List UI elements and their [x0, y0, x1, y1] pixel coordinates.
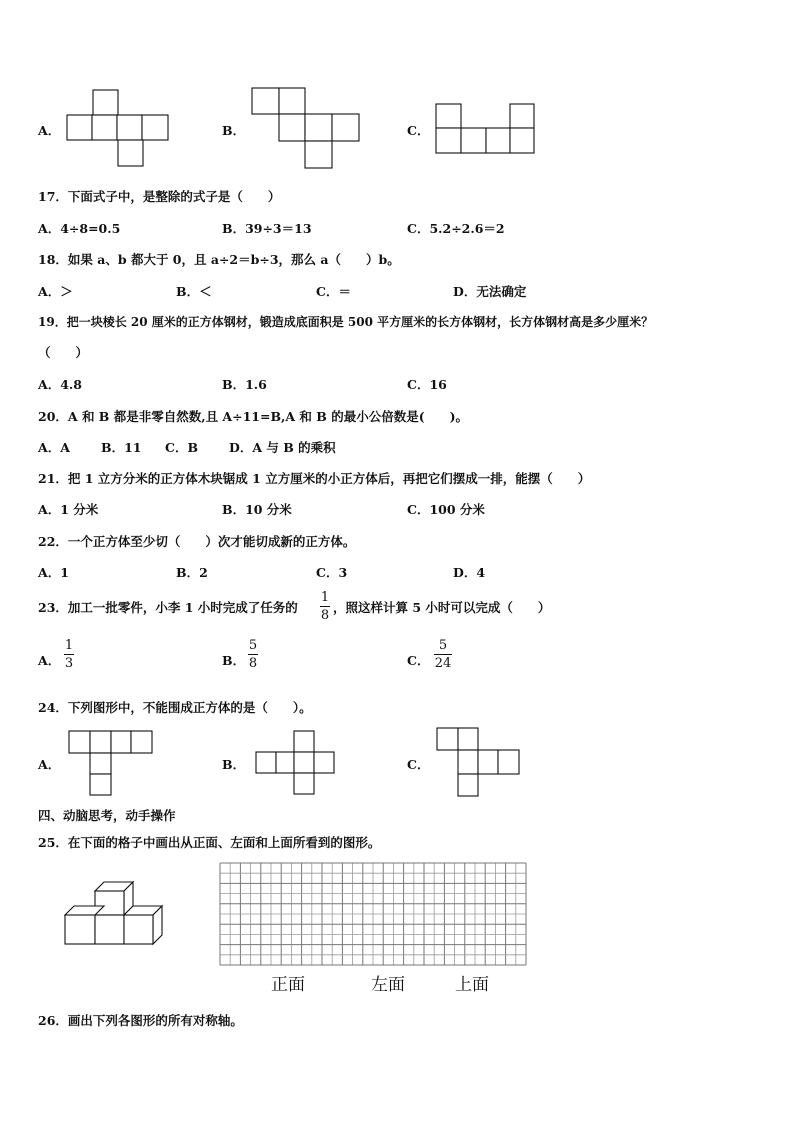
fraction-numerator: 5: [438, 638, 448, 653]
q16-option-c-label: C．: [407, 123, 430, 138]
fraction-denominator: 8: [320, 608, 330, 623]
q20-option-c[interactable]: C．B: [165, 440, 199, 455]
q16-option-b-label: B．: [222, 123, 246, 138]
view-label-left: 左面: [371, 975, 405, 995]
fraction-numerator: 1: [320, 590, 330, 605]
q23-option-c-label[interactable]: C．: [407, 653, 430, 668]
q23-option-b-label[interactable]: B．: [222, 653, 246, 668]
q21-option-b[interactable]: B．10 分米: [222, 502, 292, 517]
question-20-stem: 20．A 和 B 都是非零自然数,且 A÷11=B,A 和 B 的最小公倍数是( )。: [38, 409, 469, 424]
q17-option-b[interactable]: B．39÷3＝13: [222, 221, 312, 236]
question-17-stem: 17．下面式子中，是整除的式子是（ ）: [38, 189, 281, 204]
question-24-stem: 24．下列图形中，不能围成正方体的是（ ）。: [38, 700, 312, 715]
q22-option-c[interactable]: C．3: [316, 565, 348, 580]
q18-option-c[interactable]: C．＝: [316, 284, 351, 299]
q18-option-d[interactable]: D．无法确定: [453, 284, 527, 299]
q20-option-d[interactable]: D．A 与 B 的乘积: [229, 440, 336, 455]
fraction-denominator: 24: [434, 656, 452, 671]
question-25-stem: 25．在下面的格子中画出从正面、左面和上面所看到的图形。: [38, 835, 381, 850]
q18-option-b[interactable]: B．＜: [176, 284, 212, 299]
q16-option-a-label: A．: [38, 123, 61, 138]
question-19-stem: 19．把一块棱长 20 厘米的正方体钢材，锻造成底面积是 500 平方厘米的长方体钢材，长方体钢材高是多少厘米？: [38, 315, 654, 329]
q24-option-a-label[interactable]: A．: [38, 757, 61, 772]
question-23-stem-after: ，照这样计算 5 小时可以完成（ ）: [333, 600, 551, 615]
q22-option-b[interactable]: B．2: [176, 565, 208, 580]
q19-option-b[interactable]: B．1.6: [222, 377, 267, 392]
q23-option-a-label[interactable]: A．: [38, 653, 61, 668]
fraction-numerator: 1: [64, 638, 74, 653]
q24-option-c-label[interactable]: C．: [407, 757, 430, 772]
question-26-stem: 26．画出下列各图形的所有对称轴。: [38, 1013, 243, 1028]
view-label-front: 正面: [271, 975, 305, 995]
question-21-stem: 21．把 1 立方分米的正方体木块锯成 1 立方厘米的小正方体后，再把它们摆成一排，能摆（ ）: [38, 471, 591, 486]
q17-option-c[interactable]: C．5.2÷2.6＝2: [407, 221, 505, 236]
q21-option-a[interactable]: A．1 分米: [38, 502, 99, 517]
q21-option-c[interactable]: C．100 分米: [407, 502, 485, 517]
question-22-stem: 22．一个正方体至少切（ ）次才能切成新的正方体。: [38, 534, 356, 549]
q17-option-a[interactable]: A．4÷8=0.5: [38, 221, 121, 236]
q19-option-c[interactable]: C．16: [407, 377, 447, 392]
q24-option-b-label[interactable]: B．: [222, 757, 246, 772]
fraction-numerator: 5: [248, 638, 258, 653]
q18-option-a[interactable]: A．＞: [38, 284, 73, 299]
section-4-title: 四、动脑思考，动手操作: [38, 808, 176, 823]
question-23-stem-before: 23．加工一批零件，小李 1 小时完成了任务的: [38, 600, 298, 615]
question-18-stem: 18．如果 a、b 都大于 0，且 a÷2＝b÷3，那么 a（ ）b。: [38, 252, 400, 267]
fraction-denominator: 8: [248, 656, 258, 671]
question-19-stem-cont: （ ）: [38, 345, 89, 360]
q22-option-d[interactable]: D．4: [453, 565, 486, 580]
view-label-top: 上面: [455, 975, 489, 995]
q19-option-a[interactable]: A．4.8: [38, 377, 82, 392]
q22-option-a[interactable]: A．1: [38, 565, 69, 580]
q20-option-a[interactable]: A．A: [38, 440, 70, 455]
fraction-denominator: 3: [64, 656, 74, 671]
q20-option-b[interactable]: B．11: [101, 440, 142, 455]
